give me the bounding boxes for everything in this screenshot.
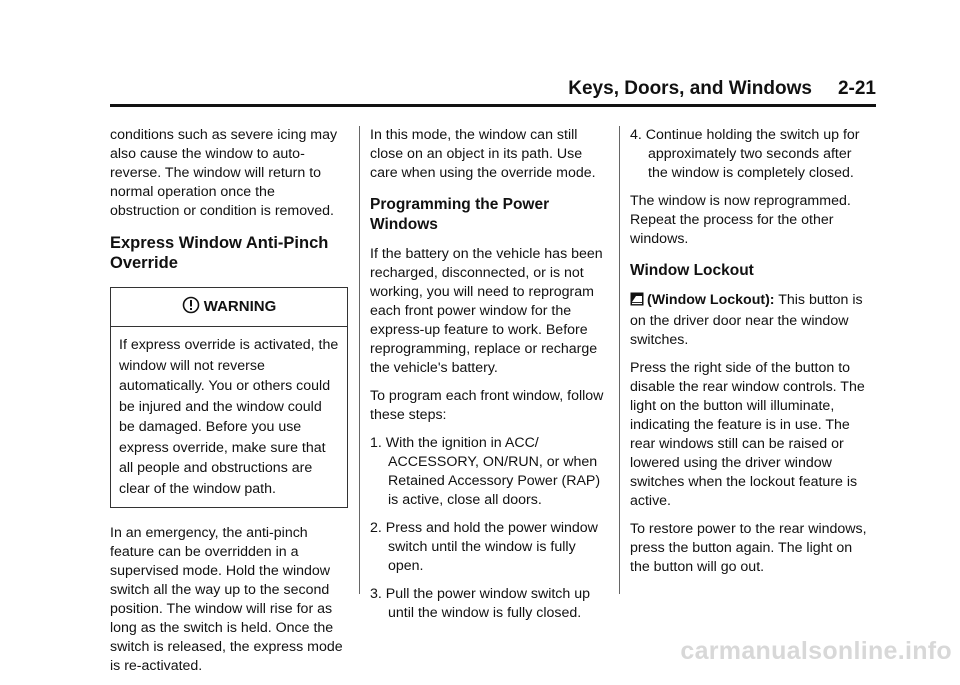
page-header: [110, 78, 876, 104]
col2-p2: To program each front window, follow these steps:: [370, 388, 604, 423]
column-2: [370, 126, 608, 632]
col3-p3: To restore power to the rear windows, press the button again. The light on the button will go out.: [630, 521, 867, 575]
warning-header: [111, 288, 347, 327]
programming-steps-cont: [630, 126, 870, 183]
step-2: 2. Press and hold the power window switch until the window is fully open.: [370, 520, 598, 574]
col1-para: In an emergency, the anti-pinch feature can be overridden in a supervised mode. Hold the window switch all the way up to the second position. The window will rise for as long as the switch is held. Once the switch is released, the express mode is re-activated.: [110, 525, 343, 674]
col3-p1: The window is now reprogrammed. Repeat the process for the other windows.: [630, 193, 851, 247]
heading-window-lockout: Window Lockout: [630, 262, 754, 279]
col1-intro: conditions such as severe icing may also cause the window to auto-reverse. The window will return to normal operation once the obstruction or condition is removed.: [110, 127, 338, 219]
column-3: [630, 126, 870, 586]
heading-anti-pinch-override: Express Window Anti-Pinch Override: [110, 234, 329, 272]
col2-intro: In this mode, the window can still close on an object in its path. Use care when using the override mode.: [370, 127, 596, 181]
column-divider-2: [619, 126, 620, 594]
col3-p2: Press the right side of the button to disable the rear window controls. The light on the button will illuminate, indicating the feature is in use. The rear windows still can be raised or lowered using the driver window switches when the lockout feature is active.: [630, 360, 865, 509]
warning-box: [110, 287, 348, 508]
step-1: 1. With the ignition in ACC/ ACCESSORY, ON/RUN, or when Retained Accessory Power (RAP) is active, close all doors.: [370, 435, 601, 508]
header-rule: [110, 104, 876, 107]
column-1: [110, 126, 348, 685]
step-3: 3. Pull the power window switch up until the window is fully closed.: [370, 586, 591, 621]
window-lockout-icon: [630, 292, 644, 312]
lockout-description: [630, 291, 870, 350]
page-number: 2-21: [837, 78, 876, 99]
lockout-label: (Window Lockout):: [647, 292, 775, 308]
heading-programming-power-windows: Programming the Power Windows: [370, 196, 550, 233]
section-title: Keys, Doors, and Windows: [568, 78, 812, 99]
col2-p1: If the battery on the vehicle has been recharged, disconnected, or is not working, you will need to reprogram each front power window for the express-up feature to work. Before reprogramming, replace or recharge the vehicle's battery.: [370, 246, 603, 376]
step-4: 4. Continue holding the switch up for approximately two seconds after the window is completely closed.: [630, 127, 860, 181]
warning-text: If express override is activated, the window will not reverse automatically. You or others could be injured and the window could be damaged. Before you use express override, make sure that all people and obstructions are clear of the window path.: [119, 337, 339, 497]
lockout-text: This button is on the driver door near the window switches.: [630, 292, 863, 348]
warning-label: WARNING: [203, 298, 277, 315]
column-divider-1: [359, 126, 360, 594]
programming-steps: [370, 434, 608, 623]
watermark: carmanualsonline.info: [680, 637, 952, 665]
warning-triangle-icon: [182, 291, 200, 329]
